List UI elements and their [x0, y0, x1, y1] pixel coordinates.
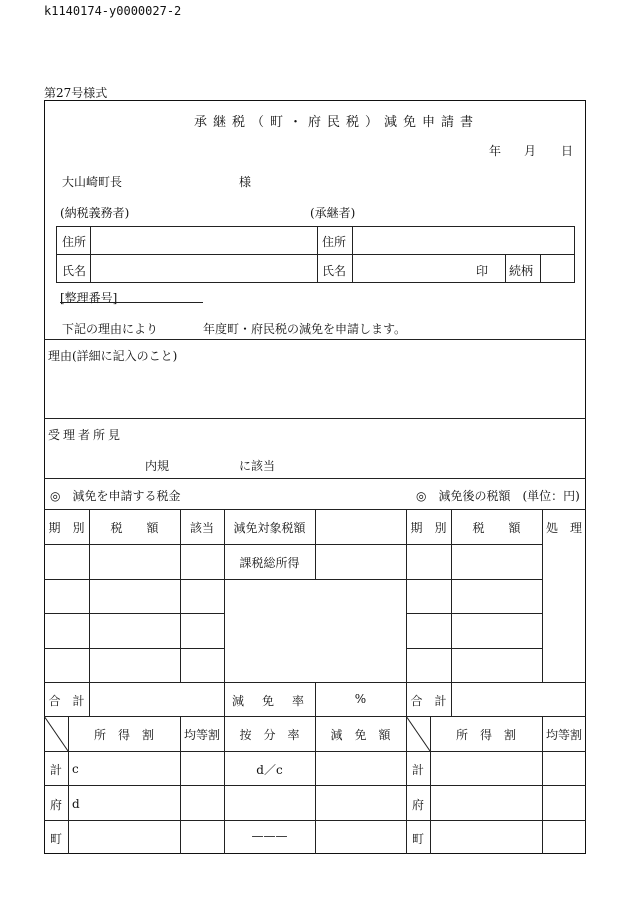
right-section-title: ◎ 減免後の税額 (単位：円)	[416, 489, 580, 503]
income-split-right: 所 得 割	[455, 728, 516, 742]
formula-d-over-c: d／c	[256, 763, 283, 777]
seal-mark: 印	[476, 264, 489, 278]
diagonal-slash-left	[44, 716, 68, 751]
addressee-name: 大山崎町長	[62, 175, 123, 189]
receiver-opinion-label: 受理者所見	[48, 428, 124, 442]
date-year-label: 年	[489, 144, 502, 158]
row-total-right: 計	[411, 763, 424, 777]
mark-d: d	[72, 797, 80, 811]
document-id: k1140174-y0000027-2	[44, 4, 182, 18]
form-number: 第27号様式	[44, 86, 108, 100]
successor-address-label: 住所	[322, 235, 347, 249]
col-period-left: 期 別	[48, 521, 85, 535]
internal-rule-label: 内規	[145, 459, 170, 473]
reduction-amount-label: 減 免 額	[330, 728, 391, 742]
mark-c: c	[72, 762, 79, 776]
taxpayer-name-field[interactable]	[92, 256, 315, 281]
reason-label: 理由(詳細に記入のこと)	[48, 349, 178, 363]
successor-name-label: 氏名	[322, 264, 347, 278]
col-period-right: 期 別	[410, 521, 447, 535]
apportion-rate-label: 按 分 率	[239, 728, 300, 742]
percent-sign: %	[354, 692, 367, 706]
relation-field[interactable]	[542, 256, 573, 281]
left-section-title: ◎ 減免を申請する税金	[50, 489, 181, 503]
date-day-label: 日	[561, 144, 574, 158]
date-month-label: 月	[524, 144, 537, 158]
taxpayer-name-label: 氏名	[62, 264, 87, 278]
addressee-honorific: 様	[239, 175, 252, 189]
reduction-rate-label: 減 免 率	[231, 694, 307, 708]
taxpayer-address-field[interactable]	[92, 228, 315, 253]
per-capita-right: 均等割	[545, 728, 582, 742]
reference-number-underline	[60, 302, 203, 303]
reference-number-label: [整理番号]	[60, 291, 118, 305]
row-total-left: 計	[49, 763, 62, 777]
col-processing: 処 理	[545, 521, 582, 535]
total-label-right: 合 計	[410, 694, 447, 708]
relation-label: 続柄	[509, 264, 534, 278]
col-applicable: 該当	[189, 521, 214, 535]
total-label-left: 合 計	[48, 694, 85, 708]
dash-mark: ———	[251, 829, 288, 843]
form-title: 承継税（町・府民税）減免申請書	[194, 115, 480, 130]
income-split-left: 所 得 割	[93, 728, 154, 742]
col-tax-amount-left: 税 額	[110, 521, 159, 535]
successor-label: (承継者)	[310, 206, 356, 220]
row-pref-left: 府	[49, 798, 62, 812]
taxpayer-label: (納税義務者)	[60, 206, 130, 220]
taxable-income-label: 課税総所得	[239, 556, 300, 570]
row-town-left: 町	[49, 832, 62, 846]
row-pref-right: 府	[411, 798, 424, 812]
per-capita-left: 均等割	[183, 728, 220, 742]
successor-address-field[interactable]	[354, 228, 573, 253]
request-text-prefix: 下記の理由により	[62, 322, 159, 336]
col-tax-amount-right: 税 額	[472, 521, 521, 535]
target-tax-label: 減免対象税額	[233, 521, 306, 535]
reason-field[interactable]	[48, 365, 582, 415]
diagonal-slash-right	[406, 716, 430, 751]
taxpayer-address-label: 住所	[62, 235, 87, 249]
applicable-label: に該当	[239, 459, 276, 473]
request-text-suffix: 年度町・府民税の減免を申請します。	[203, 322, 407, 336]
row-town-right: 町	[411, 832, 424, 846]
